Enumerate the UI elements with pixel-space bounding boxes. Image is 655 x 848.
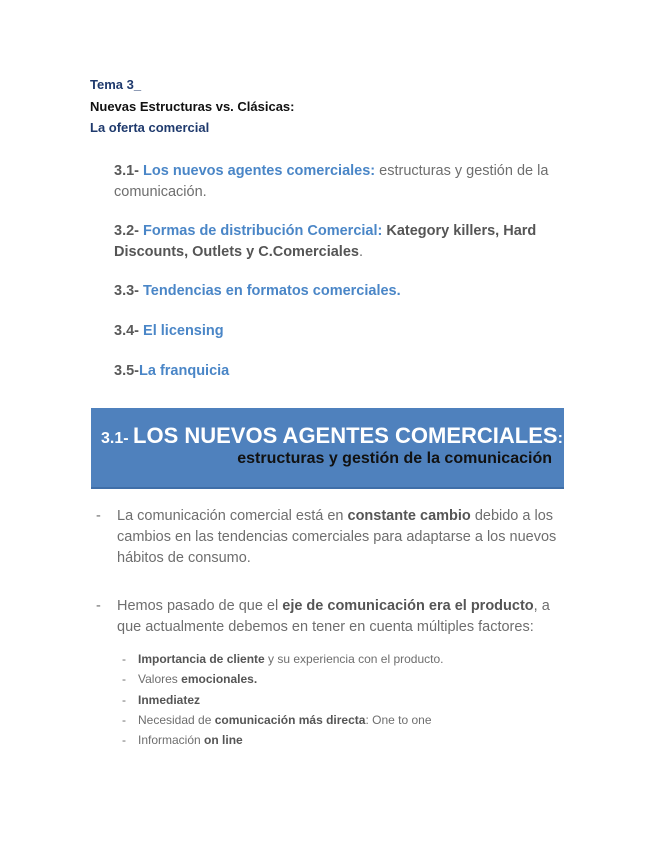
sub-bullet-item: [122, 649, 562, 669]
toc-item-3-1: [114, 161, 564, 203]
sub-bullet-text: Información: [138, 733, 205, 748]
bullet-dash: -: [96, 598, 101, 614]
section-banner: [91, 408, 564, 489]
bullet-dash: -: [122, 672, 126, 687]
bullet-dash: -: [122, 652, 126, 666]
topic-subtitle: La oferta comercial: [90, 120, 210, 135]
toc-title: La franquicia: [139, 363, 230, 379]
toc-item-3-5: [114, 361, 564, 382]
bullet-text: debido a los cambios en las tendencias comerciales para adaptarse a los nuevos hábitos de consumo.: [117, 508, 557, 566]
bullet-emphasis: eje de comunicación era el producto: [282, 598, 534, 614]
banner-colon: :: [557, 430, 563, 447]
table-of-contents: [114, 161, 564, 400]
toc-number: 3.2-: [114, 223, 139, 239]
sub-bullet-emphasis: emocionales.: [181, 672, 258, 687]
sub-bullet-text: Valores: [138, 672, 182, 687]
sub-bullet-item: [122, 690, 562, 710]
toc-title: El licensing: [143, 323, 224, 339]
bullet-dash: -: [122, 733, 126, 748]
toc-item-3-2: [114, 221, 564, 263]
bullet-text: Hemos pasado de que el: [117, 598, 283, 614]
bullet-dash: -: [122, 692, 126, 707]
topic-title: Nuevas Estructuras vs. Clásicas:: [90, 98, 295, 114]
bullet-dash: -: [96, 508, 101, 524]
document-header: [90, 74, 295, 139]
toc-title: Formas de distribución Comercial:: [143, 223, 383, 239]
bullet-dash: -: [122, 712, 126, 727]
sub-bullet-item: [122, 710, 562, 730]
bullet-item: [96, 596, 566, 638]
topic-number: Tema 3_: [90, 77, 142, 92]
sub-bullet-emphasis: Importancia de cliente: [138, 652, 265, 666]
toc-title: Los nuevos agentes comerciales:: [143, 163, 376, 179]
toc-title: Tendencias en formatos comerciales.: [143, 283, 401, 299]
bullet-text: , a que actualmente debemos en tener en cuenta múltiples factores:: [117, 598, 550, 635]
bullet-item: [96, 506, 566, 569]
sub-bullet-emphasis: Inmediatez: [138, 692, 201, 707]
sub-bullet-emphasis: comunicación más directa: [214, 712, 366, 727]
sub-bullet-text: : One to one: [365, 712, 432, 727]
toc-item-3-4: [114, 321, 564, 342]
toc-number: 3.1-: [114, 163, 139, 179]
toc-rest-bold: Kategory killers, Hard Discounts, Outlets y C.Comerciales: [114, 223, 537, 260]
sub-bullet-list: [122, 649, 562, 750]
toc-item-3-3: [114, 281, 564, 302]
bullet-text: La comunicación comercial está en: [117, 508, 348, 524]
sub-bullet-item: [122, 730, 562, 750]
toc-number: 3.5-: [114, 363, 139, 379]
banner-title: [101, 423, 563, 449]
toc-number: 3.3-: [114, 283, 139, 299]
sub-bullet-emphasis: on line: [204, 733, 243, 748]
sub-bullet-text: Necesidad de: [138, 712, 215, 727]
sub-bullet-item: [122, 669, 562, 689]
banner-subtitle: estructuras y gestión de la comunicación: [237, 450, 552, 467]
bullet-emphasis: constante cambio: [347, 508, 471, 524]
toc-rest-end: .: [358, 244, 363, 260]
sub-bullet-text: y su experiencia con el producto.: [264, 652, 444, 666]
toc-number: 3.4-: [114, 323, 139, 339]
bullet-list: [96, 506, 566, 665]
banner-heading: LOS NUEVOS AGENTES COMERCIALES: [133, 423, 558, 448]
banner-number: 3.1-: [101, 430, 134, 447]
toc-rest: estructuras y gestión de la comunicación.: [114, 163, 549, 200]
